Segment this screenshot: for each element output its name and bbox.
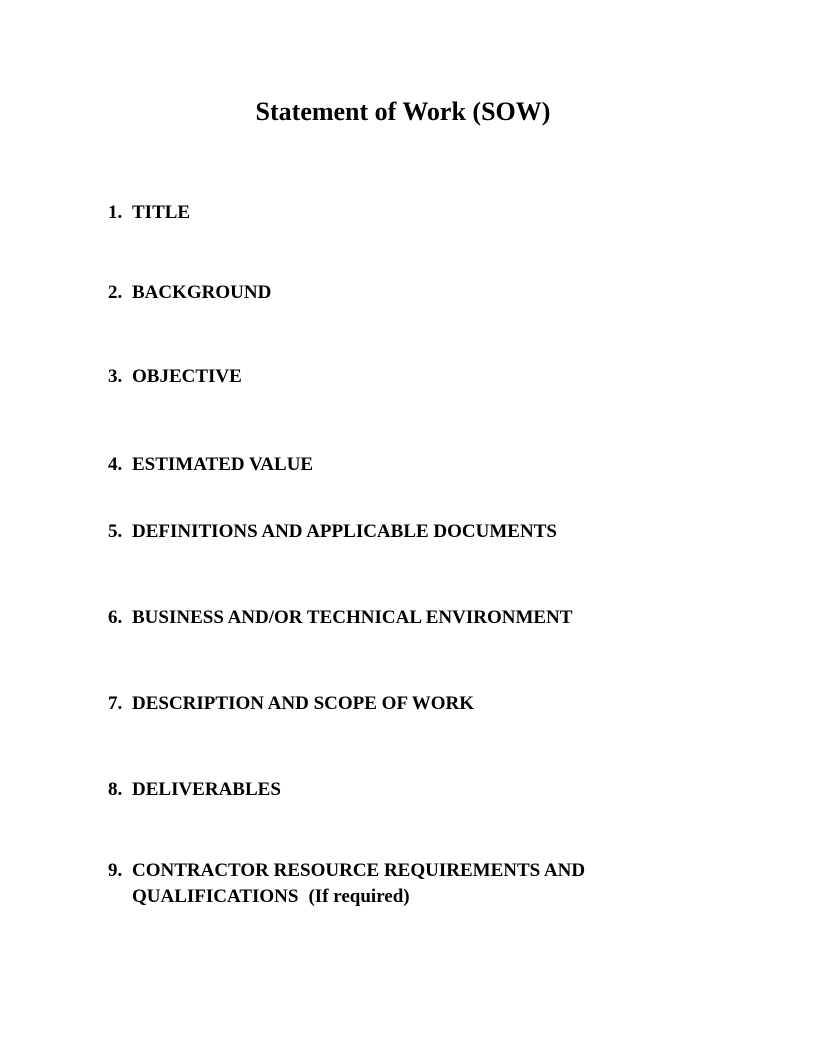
section-heading: OBJECTIVE [132, 366, 242, 387]
section-number: 6. [108, 607, 123, 628]
section-heading: BACKGROUND [132, 282, 272, 303]
section-heading-qualifications: QUALIFICATIONS [132, 886, 299, 907]
section-heading: BUSINESS AND/OR TECHNICAL ENVIRONMENT [132, 607, 573, 628]
section-heading [132, 858, 662, 910]
section-heading: DEFINITIONS AND APPLICABLE DOCUMENTS [132, 521, 557, 542]
section-heading: DELIVERABLES [132, 779, 281, 800]
section-number: 2. [108, 282, 123, 303]
section-heading: ESTIMATED VALUE [132, 454, 314, 475]
section-number: 1. [108, 202, 123, 223]
section-note: (If required) [308, 886, 410, 907]
section-number: 8. [108, 779, 123, 800]
section-heading-line-2 [132, 884, 662, 910]
section-number: 5. [108, 521, 123, 542]
section-number: 3. [108, 366, 123, 387]
section-heading-line-1: CONTRACTOR RESOURCE REQUIREMENTS AND [132, 860, 586, 881]
page-title: Statement of Work (SOW) [255, 97, 551, 126]
section-heading: TITLE [132, 202, 191, 223]
section-number: 4. [108, 454, 123, 475]
section-heading: DESCRIPTION AND SCOPE OF WORK [132, 693, 475, 714]
section-number: 7. [108, 693, 123, 714]
section-number: 9. [108, 860, 123, 881]
